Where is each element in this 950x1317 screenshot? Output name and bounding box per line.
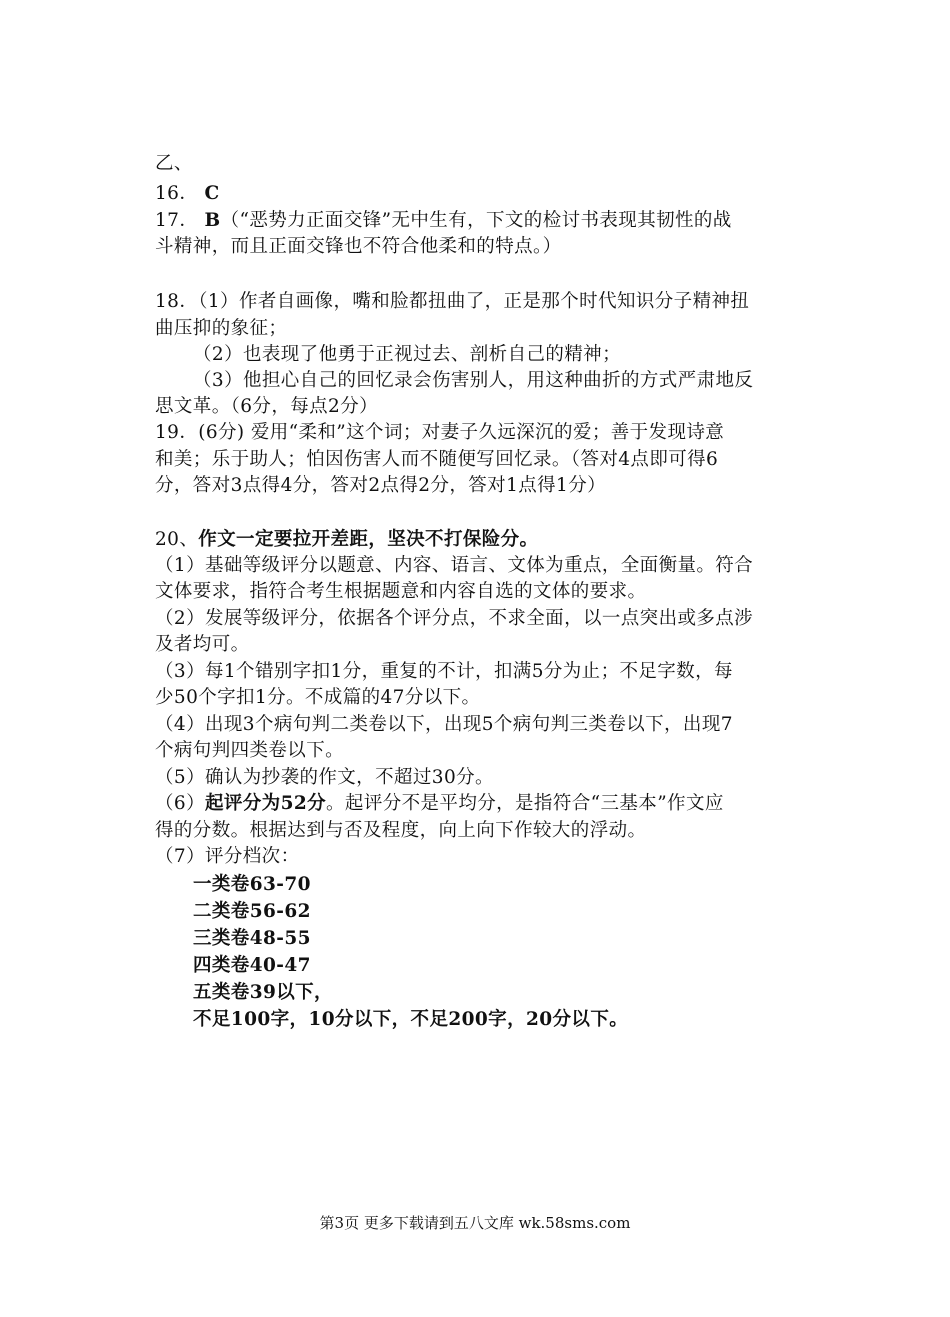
word-count-rule: 不足100字，10分以下，不足200字，20分以下。: [193, 1009, 629, 1030]
text-line: （4）出现3个病句判二类卷以下，出现5个病句判三类卷以下，出现7: [155, 714, 733, 735]
text-line: 分，答对3点得4分，答对2点得2分，答对1点得1分）: [155, 475, 607, 496]
text-line: 及者均可。: [155, 634, 250, 655]
text-line: 得的分数。根据达到与否及程度，向上向下作较大的浮动。: [155, 820, 647, 841]
grade-band-4: 四类卷40-47: [193, 955, 311, 976]
answer-16: 16． C: [155, 183, 220, 204]
text-line: 文体要求，指符合考生根据题意和内容自选的文体的要求。: [155, 581, 647, 602]
answer-18: 18．（1）作者自画像，嘴和脸都扭曲了，正是那个时代知识分子精神扭: [155, 291, 750, 312]
text-line: （2）发展等级评分，依据各个评分点，不求全面，以一点突出或多点涉: [155, 608, 754, 629]
text-line: （5）确认为抄袭的作文，不超过30分。: [155, 767, 494, 788]
text-line: 乙、: [155, 153, 193, 174]
answer-19: 19．(6分) 爱用“柔和”这个词；对妻子久远深沉的爱；善于发现诗意: [155, 422, 725, 443]
text-line: 少50个字扣1分。不成篇的47分以下。: [155, 687, 481, 708]
grade-band-1: 一类卷63-70: [193, 874, 311, 895]
text-line: 和美；乐于助人；怕因伤害人而不随便写回忆录。（答对4点即可得6: [155, 449, 719, 470]
grade-band-5: 五类卷39以下，: [193, 982, 333, 1003]
grade-band-3: 三类卷48-55: [193, 928, 311, 949]
page-footer: 第3页 更多下载请到五八文库 wk.58sms.com: [319, 1214, 631, 1232]
answer-17: 17． B（“恶势力正面交锋”无中生有，下文的检讨书表现其韧性的战: [155, 210, 732, 231]
text-line: 个病句判四类卷以下。: [155, 740, 345, 761]
text-line: 斗精神，而且正面交锋也不符合他柔和的特点。）: [155, 236, 562, 257]
text-line: （7）评分档次：: [155, 846, 300, 867]
text-line: （2）也表现了他勇于正视过去、剖析自己的精神；: [193, 344, 621, 365]
text-line: 思文革。（6分，每点2分）: [155, 396, 378, 417]
grade-band-2: 二类卷56-62: [193, 901, 311, 922]
text-line: （3）每1个错别字扣1分，重复的不计，扣满5分为止；不足字数，每: [155, 661, 733, 682]
text-line: （6）起评分为52分。起评分不是平均分，是指符合“三基本”作文应: [155, 793, 724, 814]
text-line: 曲压抑的象征；: [155, 318, 288, 339]
text-line: （1）基础等级评分以题意、内容、语言、文体为重点，全面衡量。符合: [155, 555, 754, 576]
answer-20: 20、作文一定要拉开差距，坚决不打保险分。: [155, 529, 539, 550]
text-line: （3）他担心自己的回忆录会伤害别人，用这种曲折的方式严肃地反: [193, 370, 754, 391]
